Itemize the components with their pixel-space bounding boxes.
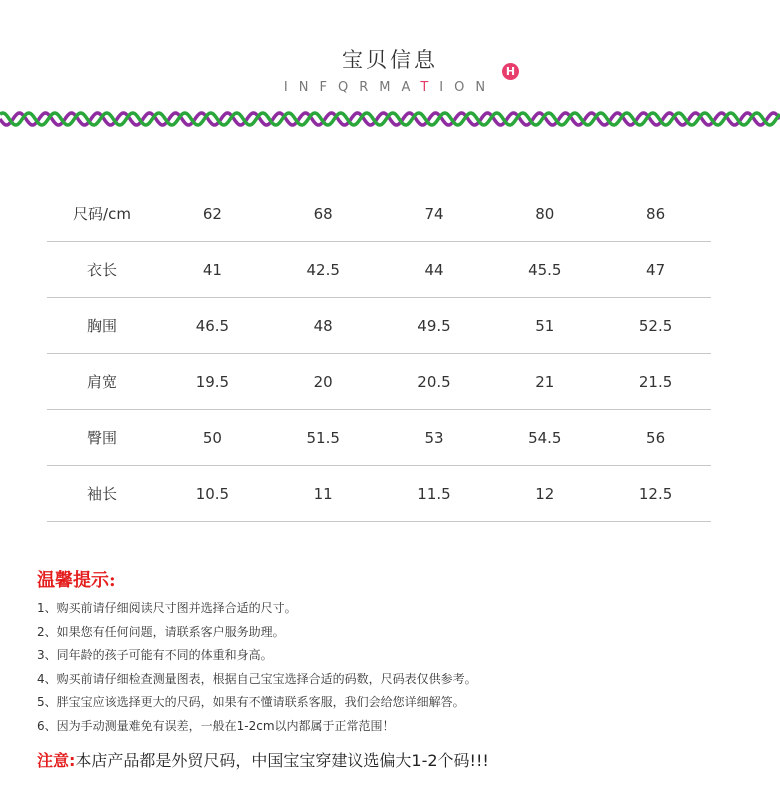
size-table-row (47, 466, 711, 522)
tip-item: 2、如果您有任何问题，请联系客户服务助理。 (37, 624, 285, 639)
notice-text: 本店产品都是外贸尺码，中国宝宝穿建议选偏大1-2个码!!! (75, 751, 489, 770)
size-cell: 48 (268, 298, 379, 354)
tip-item: 5、胖宝宝应该选择更大的尺码，如果有不懂请联系客服，我们会给您详细解答。 (37, 695, 465, 709)
size-table-row (47, 242, 711, 298)
tip-item: 4、购买前请仔细检查测量图表，根据自己宝宝选择合适的码数，尺码表仅供参考。 (37, 671, 477, 686)
size-cell: 86 (600, 186, 711, 242)
row-label: 臀围 (47, 410, 157, 466)
row-label: 尺码/cm (47, 186, 157, 242)
subtitle-part-1: INFQRMA (283, 80, 421, 95)
size-cell: 44 (379, 242, 490, 298)
subtitle-part-2: ION (439, 80, 497, 95)
size-cell: 42.5 (268, 242, 379, 298)
size-table-row (47, 354, 711, 410)
size-cell: 62 (157, 186, 268, 242)
size-cell: 12 (489, 466, 600, 522)
size-cell: 45.5 (489, 242, 600, 298)
size-table (47, 186, 711, 522)
section-title: 宝贝信息 (342, 48, 438, 72)
size-cell: 50 (157, 410, 268, 466)
size-cell: 11.5 (379, 466, 490, 522)
size-cell: 74 (379, 186, 490, 242)
header (0, 0, 780, 140)
size-cell: 49.5 (379, 298, 490, 354)
size-cell: 41 (157, 242, 268, 298)
size-cell: 11 (268, 466, 379, 522)
size-cell: 51 (489, 298, 600, 354)
size-cell: 21.5 (600, 354, 711, 410)
tip-item: 1、购买前请仔细阅读尺寸图并选择合适的尺寸。 (37, 601, 297, 615)
size-cell: 80 (489, 186, 600, 242)
wave-divider (0, 108, 780, 130)
size-cell: 46.5 (157, 298, 268, 354)
size-cell: 53 (379, 410, 490, 466)
section-subtitle (0, 80, 780, 95)
h-badge-icon: H (502, 63, 519, 80)
row-label: 衣长 (47, 242, 157, 298)
tips-list (37, 597, 477, 738)
notice (37, 748, 489, 771)
row-label: 肩宽 (47, 354, 157, 410)
tips-title: 温馨提示: (37, 570, 116, 591)
size-cell: 51.5 (268, 410, 379, 466)
size-cell: 20.5 (379, 354, 490, 410)
subtitle-accent-letter: T (420, 80, 440, 95)
size-cell: 20 (268, 354, 379, 410)
size-cell: 47 (600, 242, 711, 298)
size-cell: 10.5 (157, 466, 268, 522)
tip-item: 3、同年龄的孩子可能有不同的体重和身高。 (37, 648, 273, 662)
tip-item: 6、因为手动测量难免有误差，一般在1-2cm以内都属于正常范围！ (37, 718, 395, 733)
size-cell: 54.5 (489, 410, 600, 466)
notice-label: 注意: (37, 751, 76, 770)
size-cell: 52.5 (600, 298, 711, 354)
size-cell: 56 (600, 410, 711, 466)
row-label: 袖长 (47, 466, 157, 522)
size-cell: 21 (489, 354, 600, 410)
row-label: 胸围 (47, 298, 157, 354)
size-cell: 68 (268, 186, 379, 242)
size-table-row (47, 186, 711, 242)
size-table-row (47, 298, 711, 354)
size-table-row (47, 410, 711, 466)
size-cell: 12.5 (600, 466, 711, 522)
size-cell: 19.5 (157, 354, 268, 410)
